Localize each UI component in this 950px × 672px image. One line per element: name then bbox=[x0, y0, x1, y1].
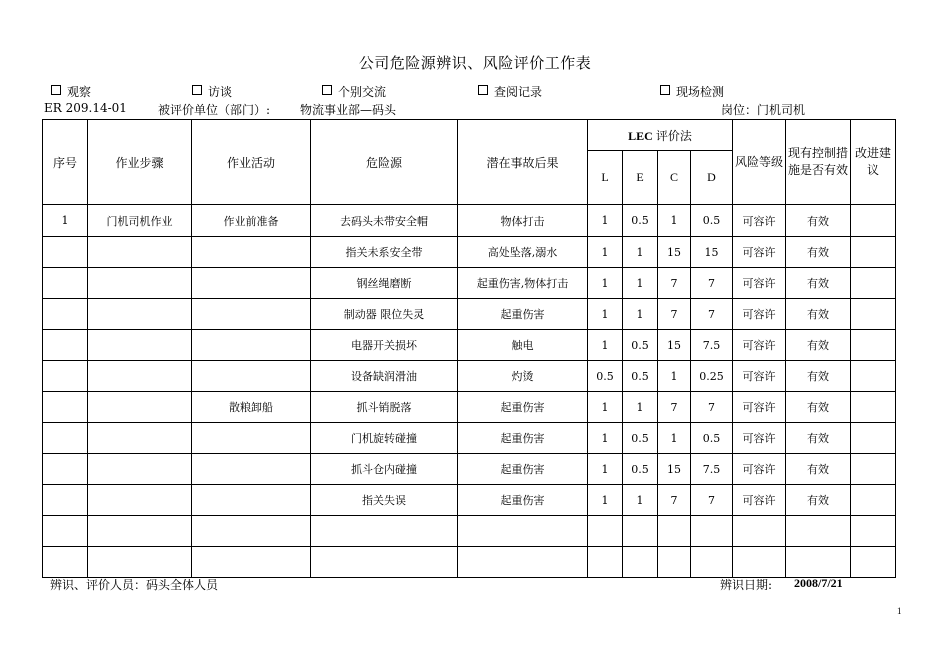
cell-c: 7 bbox=[658, 392, 691, 423]
cell-hazard: 电器开关损坏 bbox=[311, 330, 458, 361]
cell-seq bbox=[43, 299, 88, 330]
cell-hazard: 指关失误 bbox=[311, 485, 458, 516]
date-label: 辨识日期: bbox=[720, 578, 773, 592]
cell-l: 1 bbox=[588, 205, 623, 237]
unit-value: 物流事业部—码头 bbox=[300, 103, 397, 117]
cell-d: 15 bbox=[691, 237, 733, 268]
cell-d: 7 bbox=[691, 392, 733, 423]
method-checklist bbox=[0, 83, 950, 99]
cell-hazard bbox=[311, 516, 458, 547]
cell-suggest bbox=[851, 485, 896, 516]
cell-seq bbox=[43, 547, 88, 578]
cell-control: 有效 bbox=[786, 205, 851, 237]
header-risk-level: 风险等级 bbox=[733, 120, 786, 205]
cell-seq bbox=[43, 237, 88, 268]
cell-step bbox=[88, 237, 192, 268]
cell-l: 0.5 bbox=[588, 361, 623, 392]
method-label: 观察 bbox=[67, 85, 92, 99]
cell-control bbox=[786, 547, 851, 578]
header-step: 作业步骤 bbox=[88, 120, 192, 205]
cell-control: 有效 bbox=[786, 423, 851, 454]
table-row bbox=[43, 237, 896, 268]
cell-d: 0.5 bbox=[691, 423, 733, 454]
table-row bbox=[43, 485, 896, 516]
cell-consequence: 起重伤害 bbox=[458, 454, 588, 485]
cell-c: 15 bbox=[658, 330, 691, 361]
cell-suggest bbox=[851, 547, 896, 578]
cell-hazard: 抓斗仓内碰撞 bbox=[311, 454, 458, 485]
cell-step bbox=[88, 423, 192, 454]
cell-seq bbox=[43, 361, 88, 392]
header-hazard: 危险源 bbox=[311, 120, 458, 205]
cell-seq bbox=[43, 268, 88, 299]
cell-control: 有效 bbox=[786, 392, 851, 423]
cell-e: 1 bbox=[623, 485, 658, 516]
cell-risk-level: 可容许 bbox=[733, 268, 786, 299]
table-row bbox=[43, 268, 896, 299]
header-seq: 序号 bbox=[43, 120, 88, 205]
cell-l: 1 bbox=[588, 299, 623, 330]
cell-step bbox=[88, 454, 192, 485]
cell-step bbox=[88, 361, 192, 392]
cell-e: 0.5 bbox=[623, 205, 658, 237]
cell-control: 有效 bbox=[786, 485, 851, 516]
header-c: C bbox=[658, 151, 691, 205]
cell-e: 1 bbox=[623, 299, 658, 330]
cell-c bbox=[658, 516, 691, 547]
cell-suggest bbox=[851, 237, 896, 268]
cell-e: 1 bbox=[623, 268, 658, 299]
cell-step bbox=[88, 392, 192, 423]
cell-d bbox=[691, 516, 733, 547]
cell-risk-level: 可容许 bbox=[733, 454, 786, 485]
table-row bbox=[43, 392, 896, 423]
cell-control: 有效 bbox=[786, 361, 851, 392]
cell-c: 1 bbox=[658, 361, 691, 392]
checkbox-icon[interactable] bbox=[322, 85, 332, 95]
cell-control: 有效 bbox=[786, 237, 851, 268]
table-row bbox=[43, 361, 896, 392]
risk-assessment-table bbox=[42, 119, 896, 578]
document-title: 公司危险源辨识、风险评价工作表 bbox=[358, 54, 592, 72]
lec-abbrev: LEC bbox=[628, 128, 653, 143]
method-label: 现场检测 bbox=[676, 85, 725, 99]
cell-d: 7 bbox=[691, 299, 733, 330]
cell-risk-level: 可容许 bbox=[733, 237, 786, 268]
cell-e: 1 bbox=[623, 392, 658, 423]
cell-risk-level bbox=[733, 516, 786, 547]
cell-step: 门机司机作业 bbox=[88, 205, 192, 237]
cell-d: 7 bbox=[691, 268, 733, 299]
method-option[interactable] bbox=[660, 83, 724, 100]
cell-c: 7 bbox=[658, 485, 691, 516]
cell-risk-level bbox=[733, 547, 786, 578]
table-row bbox=[43, 423, 896, 454]
cell-e: 0.5 bbox=[623, 361, 658, 392]
cell-step bbox=[88, 516, 192, 547]
cell-risk-level: 可容许 bbox=[733, 392, 786, 423]
cell-control: 有效 bbox=[786, 299, 851, 330]
cell-seq bbox=[43, 454, 88, 485]
cell-suggest bbox=[851, 330, 896, 361]
cell-consequence: 起重伤害 bbox=[458, 392, 588, 423]
table-row bbox=[43, 299, 896, 330]
cell-e: 0.5 bbox=[623, 330, 658, 361]
checkbox-icon[interactable] bbox=[51, 85, 61, 95]
cell-consequence: 起重伤害 bbox=[458, 299, 588, 330]
cell-activity bbox=[192, 361, 311, 392]
document-code: ER 209.14-01 bbox=[44, 101, 127, 115]
method-option[interactable] bbox=[322, 83, 386, 100]
cell-control: 有效 bbox=[786, 454, 851, 485]
post-label: 岗位：门机司机 bbox=[721, 103, 806, 117]
cell-suggest bbox=[851, 205, 896, 237]
cell-activity bbox=[192, 454, 311, 485]
cell-e: 0.5 bbox=[623, 454, 658, 485]
cell-l: 1 bbox=[588, 268, 623, 299]
cell-suggest bbox=[851, 268, 896, 299]
unit-label: 被评价单位（部门）: bbox=[158, 103, 271, 117]
cell-suggest bbox=[851, 299, 896, 330]
assessors: 辨识、评价人员：码头全体人员 bbox=[50, 578, 219, 592]
cell-activity bbox=[192, 330, 311, 361]
meta-line bbox=[0, 101, 950, 117]
table-row bbox=[43, 516, 896, 547]
cell-hazard: 指关未系安全带 bbox=[311, 237, 458, 268]
cell-hazard bbox=[311, 547, 458, 578]
cell-activity bbox=[192, 237, 311, 268]
cell-d: 7 bbox=[691, 485, 733, 516]
cell-seq bbox=[43, 392, 88, 423]
cell-activity bbox=[192, 485, 311, 516]
cell-c: 7 bbox=[658, 299, 691, 330]
cell-c: 7 bbox=[658, 268, 691, 299]
cell-step bbox=[88, 299, 192, 330]
cell-d: 0.5 bbox=[691, 205, 733, 237]
cell-activity: 散粮卸船 bbox=[192, 392, 311, 423]
cell-d bbox=[691, 547, 733, 578]
checkbox-icon[interactable] bbox=[478, 85, 488, 95]
cell-l: 1 bbox=[588, 392, 623, 423]
cell-l bbox=[588, 516, 623, 547]
cell-risk-level: 可容许 bbox=[733, 423, 786, 454]
cell-activity: 作业前准备 bbox=[192, 205, 311, 237]
cell-seq bbox=[43, 423, 88, 454]
cell-e bbox=[623, 547, 658, 578]
header-e: E bbox=[623, 151, 658, 205]
cell-risk-level: 可容许 bbox=[733, 299, 786, 330]
checkbox-icon[interactable] bbox=[192, 85, 202, 95]
method-option[interactable] bbox=[51, 83, 91, 100]
cell-consequence: 触电 bbox=[458, 330, 588, 361]
cell-consequence bbox=[458, 516, 588, 547]
cell-c: 15 bbox=[658, 454, 691, 485]
cell-l: 1 bbox=[588, 237, 623, 268]
cell-suggest bbox=[851, 392, 896, 423]
table-row bbox=[43, 330, 896, 361]
cell-consequence: 灼烫 bbox=[458, 361, 588, 392]
cell-control: 有效 bbox=[786, 268, 851, 299]
checkbox-icon[interactable] bbox=[660, 85, 670, 95]
cell-consequence: 起重伤害,物体打击 bbox=[458, 268, 588, 299]
header-control: 现有控制措施是否有效 bbox=[786, 120, 851, 205]
method-option[interactable] bbox=[192, 83, 232, 100]
cell-consequence: 起重伤害 bbox=[458, 423, 588, 454]
lec-method-label: 评价法 bbox=[652, 128, 692, 143]
cell-step bbox=[88, 547, 192, 578]
cell-seq bbox=[43, 516, 88, 547]
cell-risk-level: 可容许 bbox=[733, 485, 786, 516]
cell-d: 0.25 bbox=[691, 361, 733, 392]
cell-hazard: 抓斗销脱落 bbox=[311, 392, 458, 423]
cell-risk-level: 可容许 bbox=[733, 361, 786, 392]
cell-c bbox=[658, 547, 691, 578]
cell-step bbox=[88, 268, 192, 299]
cell-l: 1 bbox=[588, 454, 623, 485]
cell-consequence: 起重伤害 bbox=[458, 485, 588, 516]
cell-l: 1 bbox=[588, 330, 623, 361]
cell-hazard: 门机旋转碰撞 bbox=[311, 423, 458, 454]
cell-activity bbox=[192, 516, 311, 547]
cell-hazard: 制动器 限位失灵 bbox=[311, 299, 458, 330]
method-option[interactable] bbox=[478, 83, 542, 100]
cell-step bbox=[88, 330, 192, 361]
cell-risk-level: 可容许 bbox=[733, 330, 786, 361]
cell-e: 0.5 bbox=[623, 423, 658, 454]
cell-c: 1 bbox=[658, 205, 691, 237]
cell-e bbox=[623, 516, 658, 547]
cell-l bbox=[588, 547, 623, 578]
cell-suggest bbox=[851, 454, 896, 485]
cell-hazard: 钢丝绳磨断 bbox=[311, 268, 458, 299]
method-label: 查阅记录 bbox=[494, 85, 543, 99]
cell-control: 有效 bbox=[786, 330, 851, 361]
page-number: 1 bbox=[897, 606, 902, 616]
cell-e: 1 bbox=[623, 237, 658, 268]
cell-suggest bbox=[851, 361, 896, 392]
date-value: 2008/7/21 bbox=[794, 576, 843, 590]
cell-suggest bbox=[851, 516, 896, 547]
cell-c: 15 bbox=[658, 237, 691, 268]
cell-seq bbox=[43, 485, 88, 516]
header-lec bbox=[588, 120, 733, 151]
table-row bbox=[43, 454, 896, 485]
cell-c: 1 bbox=[658, 423, 691, 454]
cell-hazard: 设备缺润滑油 bbox=[311, 361, 458, 392]
header-l: L bbox=[588, 151, 623, 205]
cell-consequence bbox=[458, 547, 588, 578]
footer bbox=[0, 576, 950, 592]
cell-consequence: 物体打击 bbox=[458, 205, 588, 237]
header-activity: 作业活动 bbox=[192, 120, 311, 205]
cell-activity bbox=[192, 423, 311, 454]
cell-l: 1 bbox=[588, 423, 623, 454]
header-suggest: 改进建议 bbox=[851, 120, 896, 205]
cell-hazard: 去码头未带安全帽 bbox=[311, 205, 458, 237]
cell-l: 1 bbox=[588, 485, 623, 516]
method-label: 个别交流 bbox=[338, 85, 387, 99]
table-row bbox=[43, 547, 896, 578]
cell-step bbox=[88, 485, 192, 516]
cell-activity bbox=[192, 547, 311, 578]
table-row bbox=[43, 205, 896, 237]
cell-control bbox=[786, 516, 851, 547]
cell-activity bbox=[192, 268, 311, 299]
cell-risk-level: 可容许 bbox=[733, 205, 786, 237]
header-d: D bbox=[691, 151, 733, 205]
cell-consequence: 高处坠落,溺水 bbox=[458, 237, 588, 268]
cell-d: 7.5 bbox=[691, 330, 733, 361]
method-label: 访谈 bbox=[208, 85, 233, 99]
cell-seq: 1 bbox=[43, 205, 88, 237]
cell-activity bbox=[192, 299, 311, 330]
header-consequence: 潜在事故后果 bbox=[458, 120, 588, 205]
cell-suggest bbox=[851, 423, 896, 454]
cell-d: 7.5 bbox=[691, 454, 733, 485]
cell-seq bbox=[43, 330, 88, 361]
